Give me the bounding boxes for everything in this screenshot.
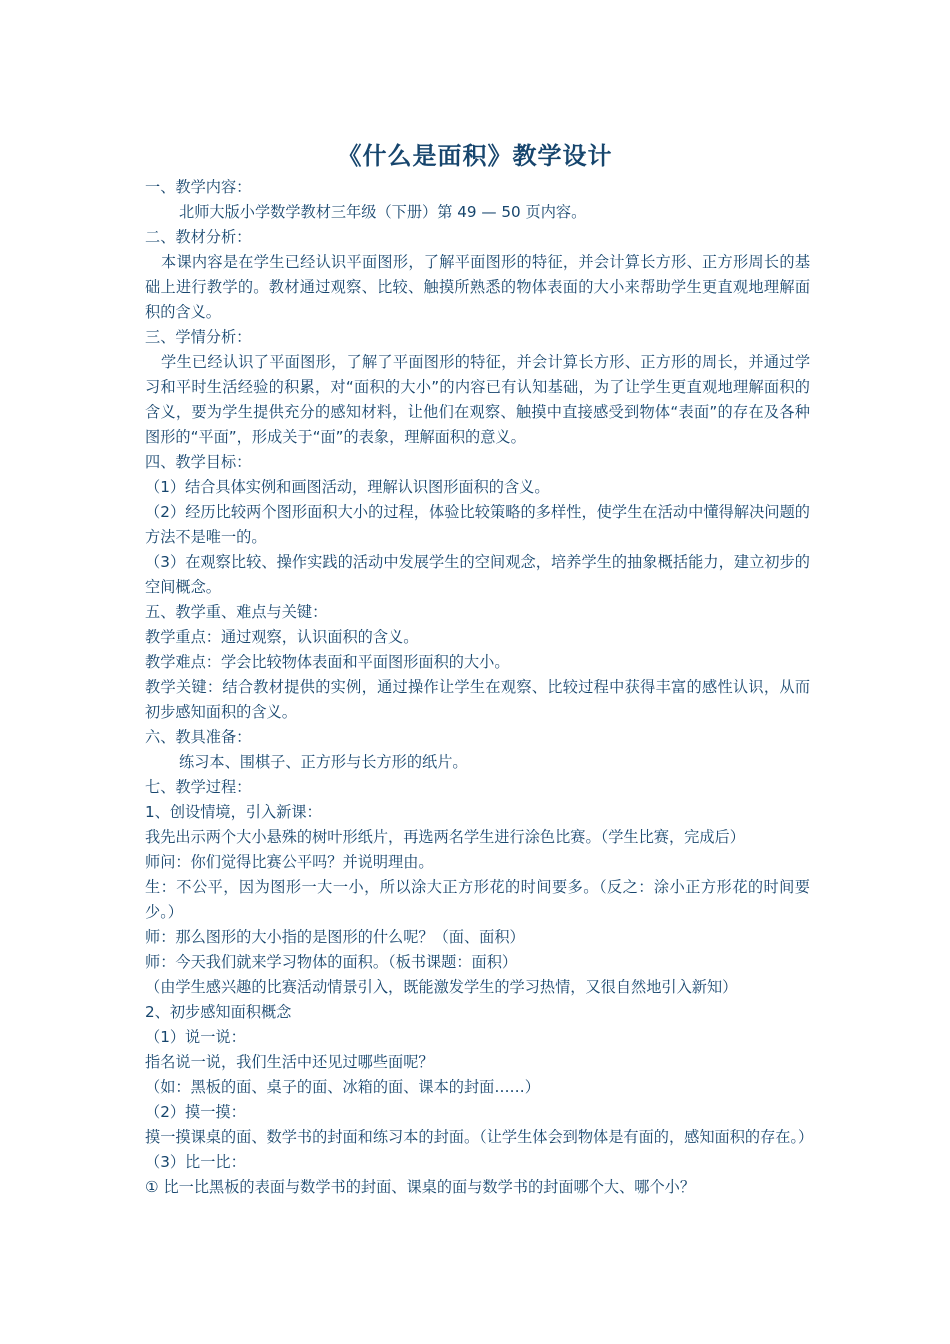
- paragraph: 师问：你们觉得比赛公平吗？并说明理由。: [145, 853, 434, 871]
- paragraph: （由学生感兴趣的比赛活动情景引入，既能激发学生的学习热情，又很自然地引入新知）: [145, 978, 738, 996]
- paragraph: 练习本、围棋子、正方形与长方形的纸片。: [179, 753, 468, 771]
- subheading: 2、初步感知面积概念: [145, 1003, 292, 1021]
- document-title: 《什么是面积》教学设计: [337, 142, 613, 170]
- paragraph: ① 比一比黑板的表面与数学书的封面、课桌的面与数学书的封面哪个大、哪个小？: [145, 1178, 696, 1196]
- paragraph: 师：今天我们就来学习物体的面积。（板书课题：面积）: [145, 953, 518, 971]
- document-body: [145, 175, 814, 1200]
- heading-teaching-content: 一、教学内容：: [145, 178, 252, 196]
- heading-teaching-goals: 四、教学目标：: [145, 453, 252, 471]
- heading-student-analysis: 三、学情分析：: [145, 328, 252, 346]
- paragraph: 教学重点：通过观察，认识面积的含义。: [145, 628, 419, 646]
- paragraph: 我先出示两个大小悬殊的树叶形纸片，再选两名学生进行涂色比赛。（学生比赛，完成后）: [145, 828, 745, 846]
- paragraph: （3）比一比：: [145, 1153, 246, 1171]
- heading-textbook-analysis: 二、教材分析：: [145, 228, 252, 246]
- paragraph: （2）摸一摸：: [145, 1103, 246, 1121]
- heading-teaching-process: 七、教学过程：: [145, 778, 252, 796]
- paragraph: 教学关键：结合教材提供的实例，通过操作让学生在观察、比较过程中获得丰富的感性认识，从而初步感知面积的含义。: [145, 678, 810, 721]
- paragraph: 学生已经认识了平面图形，了解了平面图形的特征，并会计算长方形、正方形的周长，并通过学习和平时生活经验的积累，对“面积的大小”的内容已有认知基础，为了让学生更直观地理解面积的含义，要为学生提供充分的感知材料，让他们在观察、触摸中直接感受到物体“表面”的存在及各种图形的“平面”，形成关于“面”的表象，理解面积的意义。: [145, 353, 810, 446]
- paragraph: （3）在观察比较、操作实践的活动中发展学生的空间观念，培养学生的抽象概括能力，建立初步的空间概念。: [145, 553, 810, 596]
- heading-key-points: 五、教学重、难点与关键：: [145, 603, 328, 621]
- paragraph: （2）经历比较两个图形面积大小的过程，体验比较策略的多样性，使学生在活动中懂得解决问题的方法不是唯一的。: [145, 503, 810, 546]
- paragraph: （如：黑板的面、桌子的面、冰箱的面、课本的封面……）: [145, 1078, 540, 1096]
- paragraph: 本课内容是在学生已经认识平面图形，了解平面图形的特征，并会计算长方形、正方形周长的基础上进行教学的。教材通过观察、比较、触摸所熟悉的物体表面的大小来帮助学生更直观地理解面积的含义。: [145, 253, 810, 321]
- paragraph: 教学难点：学会比较物体表面和平面图形面积的大小。: [145, 653, 510, 671]
- heading-teaching-aids: 六、教具准备：: [145, 728, 252, 746]
- subheading: 1、创设情境，引入新课：: [145, 803, 322, 821]
- paragraph: 摸一摸课桌的面、数学书的封面和练习本的封面。（让学生体会到物体是有面的，感知面积的存在。）: [145, 1128, 814, 1146]
- paragraph: （1）说一说：: [145, 1028, 246, 1046]
- paragraph: 生：不公平，因为图形一大一小，所以涂大正方形花的时间要多。（反之：涂小正方形花的时间要少。）: [145, 878, 810, 921]
- paragraph: 北师大版小学数学教材三年级（下册）第 49 — 50 页内容。: [179, 203, 587, 221]
- paragraph: 师：那么图形的大小指的是图形的什么呢？（面、面积）: [145, 928, 525, 946]
- paragraph: 指名说一说，我们生活中还见过哪些面呢？: [145, 1053, 434, 1071]
- paragraph: （1）结合具体实例和画图活动，理解认识图形面积的含义。: [145, 478, 550, 496]
